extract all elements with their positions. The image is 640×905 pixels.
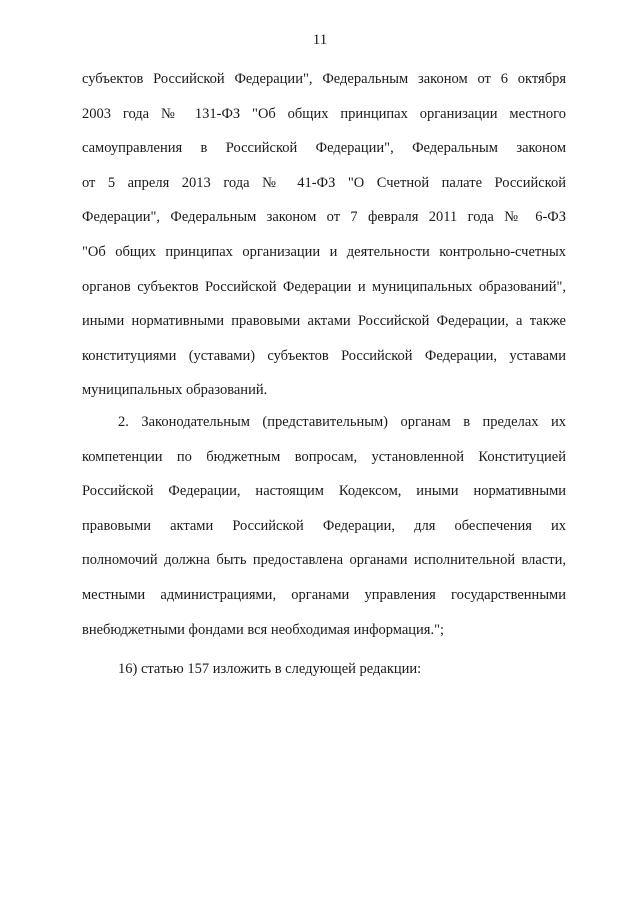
paragraph-line: местными администрациями, органами управления государственными	[82, 586, 566, 603]
paragraph-line: конституциями (уставами) субъектов Российской Федерации, уставами	[82, 347, 566, 364]
paragraph-line: полномочий должна быть предоставлена органами исполнительной власти,	[82, 552, 566, 569]
paragraph-line: внебюджетными фондами вся необходимая информация.";	[82, 621, 445, 638]
paragraph-3	[82, 652, 566, 687]
paragraph-2	[82, 405, 566, 647]
paragraph-line: 16) статью 157 изложить в следующей редакции:	[118, 661, 422, 677]
paragraph-line: органов субъектов Российской Федерации и муниципальных образований",	[82, 278, 566, 295]
paragraph-line: "Об общих принципах организации и деятельности контрольно-счетных	[82, 243, 566, 260]
paragraph-line: муниципальных образований.	[82, 382, 268, 399]
paragraph-line: Федерации", Федеральным законом от 7 февраля 2011 года № 6-ФЗ	[82, 209, 566, 226]
paragraph-line: 2003 года № 131-ФЗ "Об общих принципах организации местного	[82, 105, 566, 122]
paragraph-line: правовыми актами Российской Федерации, для обеспечения их	[82, 517, 566, 534]
paragraph-line: Российской Федерации, настоящим Кодексом, иными нормативными	[82, 483, 566, 500]
paragraph-line: субъектов Российской Федерации", Федеральным законом от 6 октября	[82, 71, 566, 87]
paragraph-1	[82, 62, 566, 408]
paragraph-line: компетенции по бюджетным вопросам, установленной Конституцией	[82, 448, 566, 465]
page-number: 11	[312, 32, 328, 48]
paragraph-line: от 5 апреля 2013 года № 41-ФЗ "О Счетной палате Российской	[82, 174, 566, 191]
paragraph-line: иными нормативными правовыми актами Российской Федерации, а также	[82, 313, 566, 330]
paragraph-line: самоуправления в Российской Федерации", Федеральным законом	[82, 140, 566, 157]
paragraph-line: 2. Законодательным (представительным) органам в пределах их	[118, 414, 566, 430]
